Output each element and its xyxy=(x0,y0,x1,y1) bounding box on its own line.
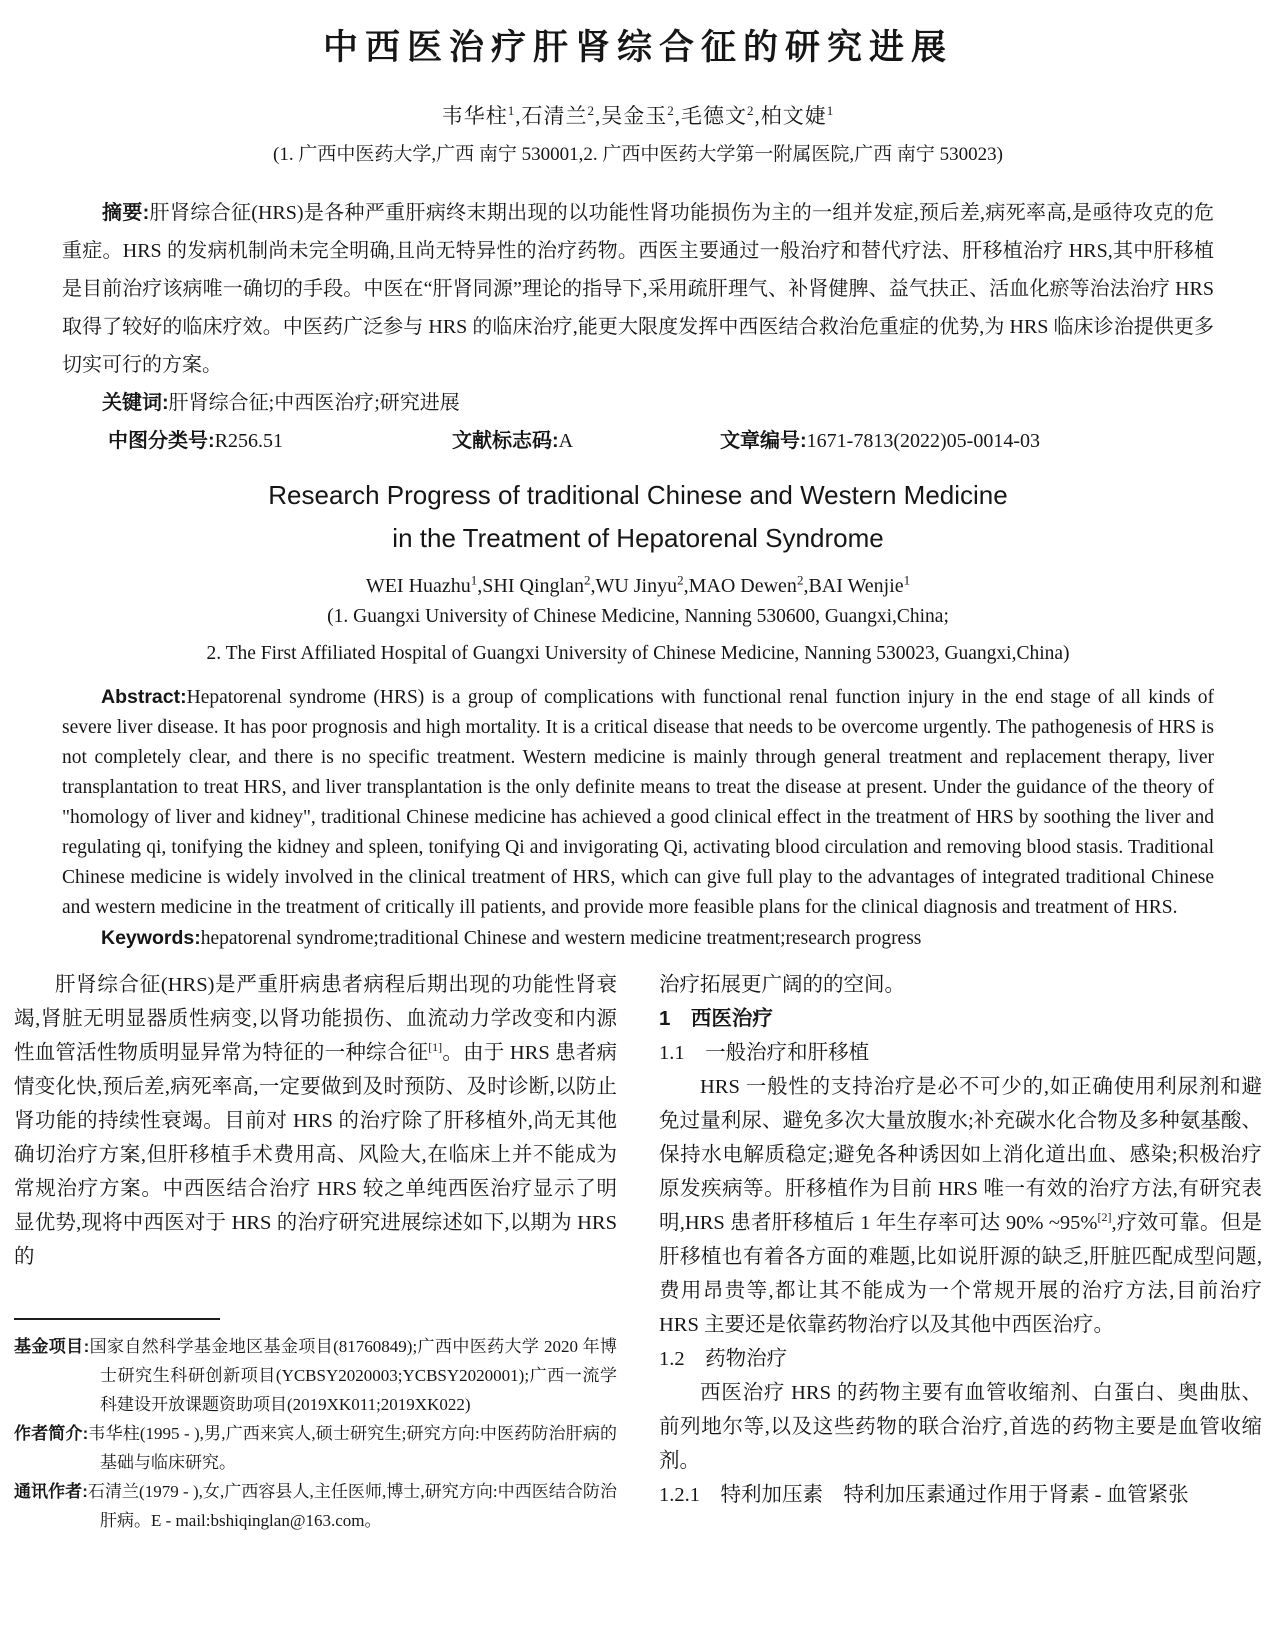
intro-text-b: 。由于 HRS 患者病情变化快,预后差,病死率高,一定要做到及时预防、及时诊断,以防止肾功能的持续性衰竭。目前对 HRS 的治疗除了肝移植外,尚无其他确切治疗方案,但肝移植手术费用高、风险大,在临床上并不能成为常规治疗方案。中西医结合治疗 HRS 较之单纯西医治疗显示了明显优势,现将中西医对于 HRS 的治疗研究进展综述如下,以期为 HRS 的 xyxy=(14,1042,617,1268)
document-code: 文献标志码:A xyxy=(452,430,574,452)
author-name: ,BAI Wenjie xyxy=(803,575,904,597)
abstract-en-label: Abstract: xyxy=(101,686,187,708)
author-superscript: 2 xyxy=(583,572,591,588)
fund-text: 国家自然科学基金地区基金项目(81760849);广西中医药大学 2020 年博士研究生科研创新项目(YCBSY2020003;YCBSY2020001);广西一流学科建设开放课题资助项目(2019XK011;2019XK022) xyxy=(89,1337,617,1414)
keywords-cn-label: 关键词: xyxy=(102,392,169,414)
author-name: ,吴金玉 xyxy=(595,104,668,128)
author-superscript: 1 xyxy=(826,103,835,118)
two-column-body xyxy=(14,968,1262,1535)
left-column xyxy=(14,968,617,1535)
reference-2-superscript: [2] xyxy=(1097,1210,1112,1225)
author-name: ,石清兰 xyxy=(515,104,588,128)
footnote-area xyxy=(14,1318,617,1535)
keywords-en-line xyxy=(62,923,1214,954)
author-superscript: 2 xyxy=(587,103,595,118)
corresponding-author-footnote xyxy=(14,1477,617,1535)
footnote-divider xyxy=(14,1318,220,1320)
keywords-en-text: hepatorenal syndrome;traditional Chinese and western medicine treatment;research progress xyxy=(200,928,922,949)
section-heading-1-2-1: 1.2.1 特利加压素 xyxy=(659,1484,823,1506)
author-name: WEI Huazhu xyxy=(365,575,471,597)
reference-1-superscript: [1] xyxy=(428,1040,443,1055)
author-name: ,毛德文 xyxy=(674,104,747,128)
authors-line-cn xyxy=(0,100,1276,130)
author-superscript: 2 xyxy=(747,103,755,118)
section-1-1-text-b: ,疗效可靠。但是肝移植也有着各方面的难题,比如说肝源的缺乏,肝脏匹配成型问题,费用昂贵等,都让其不能成为一个常规开展的治疗方法,目前治疗 HRS 主要还是依靠药物治疗以及其他中西医治疗。 xyxy=(659,1212,1262,1336)
abstract-en-text: Hepatorenal syndrome (HRS) is a group of complications with functional renal function injury in the end stage of all kinds of severe liver disease. It has poor prognosis and high mortality. It is a critical disease that needs to be overcome urgently. The pathogenesis of HRS is not completely clear, and there is no specific treatment. Western medicine is mainly through general treatment and replacement therapy, liver transplantation to treat HRS, and liver transplantation is the only definite means to treat the disease at present. Under the guidance of the theory of "homology of liver and kidney", traditional Chinese medicine has achieved a good clinical effect in the treatment of HRS by soothing the liver and regulating qi, tonifying the kidney and spleen, tonifying Qi and invigorating Qi, activating blood circulation and removing blood stasis. Traditional Chinese medicine is widely involved in the clinical treatment of HRS, which can give full play to the advantages of integrated traditional Chinese and western medicine in the treatment of critically ill patients, and provide more feasible plans for the clinical diagnosis and treatment of HRS. xyxy=(62,687,1214,918)
section-1-1-paragraph xyxy=(659,1070,1262,1342)
section-1-2-paragraph: 西医治疗 HRS 的药物主要有血管收缩剂、白蛋白、奥曲肽、前列地尔等,以及这些药物的联合治疗,首选的药物主要是血管收缩剂。 xyxy=(659,1382,1262,1472)
article-title-cn: 中西医治疗肝肾综合征的研究进展 xyxy=(322,28,953,67)
author-name: ,柏文婕 xyxy=(754,104,827,128)
article-title-en-line1: Research Progress of traditional Chinese and Western Medicine xyxy=(268,480,1008,510)
author-superscript: 1 xyxy=(507,103,516,118)
intro-paragraph xyxy=(14,968,617,1274)
keywords-cn-text: 肝肾综合征;中西医治疗;研究进展 xyxy=(168,392,460,414)
section-heading-1: 1 西医治疗 xyxy=(659,1007,773,1030)
abstract-cn-paragraph xyxy=(62,194,1214,384)
section-1-2-1-paragraph xyxy=(659,1478,1262,1512)
chinese-abstract-block xyxy=(62,194,1214,460)
intro-text-a: 肝肾综合征(HRS)是严重肝病患者病程后期出现的功能性肾衰竭,肾脏无明显器质性病变,以肾功能损伤、血流动力学改变和内源性血管活性物质明显异常为特征的一种综合征 xyxy=(14,974,617,1064)
bio-label: 作者简介: xyxy=(14,1424,89,1443)
keywords-cn-line xyxy=(62,384,1214,422)
right-column xyxy=(659,968,1262,1535)
authors-line-en xyxy=(0,572,1276,598)
author-bio-footnote xyxy=(14,1419,617,1477)
author-superscript: 1 xyxy=(903,572,911,588)
affiliation-en-line2: 2. The First Affiliated Hospital of Guangxi University of Chinese Medicine, Nanning 530023, Guangxi,China) xyxy=(206,643,1070,664)
fund-label: 基金项目: xyxy=(14,1337,90,1356)
article-title-en-line2: in the Treatment of Hepatorenal Syndrome xyxy=(392,523,884,553)
section-heading-1-1: 1.1 一般治疗和肝移植 xyxy=(659,1042,870,1064)
abstract-cn-label: 摘要: xyxy=(102,202,150,224)
classification-row xyxy=(62,422,1214,460)
abstract-cn-text: 肝肾综合征(HRS)是各种严重肝病终末期出现的以功能性肾功能损伤为主的一组并发症,预后差,病死率高,是亟待攻克的危重症。HRS 的发病机制尚未完全明确,且尚无特异性的治疗药物。西医主要通过一般治疗和替代疗法、肝移植治疗 HRS,其中肝移植是目前治疗该病唯一确切的手段。中医在“肝肾同源”理论的指导下,采用疏肝理气、补肾健脾、益气扶正、活血化瘀等治法治疗 HRS 取得了较好的临床疗效。中医药广泛参与 HRS 的临床治疗,能更大限度发挥中西医结合救治危重症的优势,为 HRS 临床诊治提供更多切实可行的方案。 xyxy=(62,202,1214,376)
author-superscript: 2 xyxy=(796,572,804,588)
fund-footnote xyxy=(14,1332,617,1419)
author-name: ,SHI Qinglan xyxy=(477,575,584,597)
author-superscript: 2 xyxy=(667,103,675,118)
author-name: ,WU Jinyu xyxy=(590,575,678,597)
section-heading-1-2: 1.2 药物治疗 xyxy=(659,1348,788,1370)
author-name: ,MAO Dewen xyxy=(683,575,797,597)
article-id: 文章编号:1671-7813(2022)05-0014-03 xyxy=(720,430,1040,452)
author-superscript: 1 xyxy=(470,572,478,588)
article-title-en xyxy=(0,474,1276,560)
corr-label: 通讯作者: xyxy=(14,1482,88,1501)
clc-number: 中图分类号:R256.51 xyxy=(108,430,284,452)
continuation-line: 治疗拓展更广阔的的空间。 xyxy=(659,974,905,996)
abstract-en-paragraph xyxy=(62,682,1214,923)
keywords-en-label: Keywords: xyxy=(101,927,201,949)
author-name: 韦华柱 xyxy=(441,104,508,128)
corr-text: 石清兰(1979 - ),女,广西容县人,主任医师,博士,研究方向:中西医结合防治肝病。E - mail:bshiqinglan@163.com。 xyxy=(87,1482,617,1530)
author-superscript: 2 xyxy=(677,572,684,588)
section-1-1-text-a: HRS 一般性的支持治疗是必不可少的,如正确使用利尿剂和避免过量利尿、避免多次大量放腹水;补充碳水化合物及多种氨基酸、保持水电解质稳定;避免各种诱因如上消化道出血、感染;积极治疗原发疾病等。肝移植作为目前 HRS 唯一有效的治疗方法,有研究表明,HRS 患者肝移植后 1 年生存率可达 90% ~95% xyxy=(659,1076,1262,1234)
affiliation-en-line1: (1. Guangxi University of Chinese Medicine, Nanning 530600, Guangxi,China; xyxy=(327,606,949,627)
section-1-2-1-text: 特利加压素通过作用于肾素 - 血管紧张 xyxy=(843,1484,1189,1506)
bio-text: 韦华柱(1995 - ),男,广西来宾人,硕士研究生;研究方向:中医药防治肝病的基础与临床研究。 xyxy=(88,1424,617,1472)
affiliation-cn: (1. 广西中医药大学,广西 南宁 530001,2. 广西中医药大学第一附属医院,广西 南宁 530023) xyxy=(273,144,1003,165)
